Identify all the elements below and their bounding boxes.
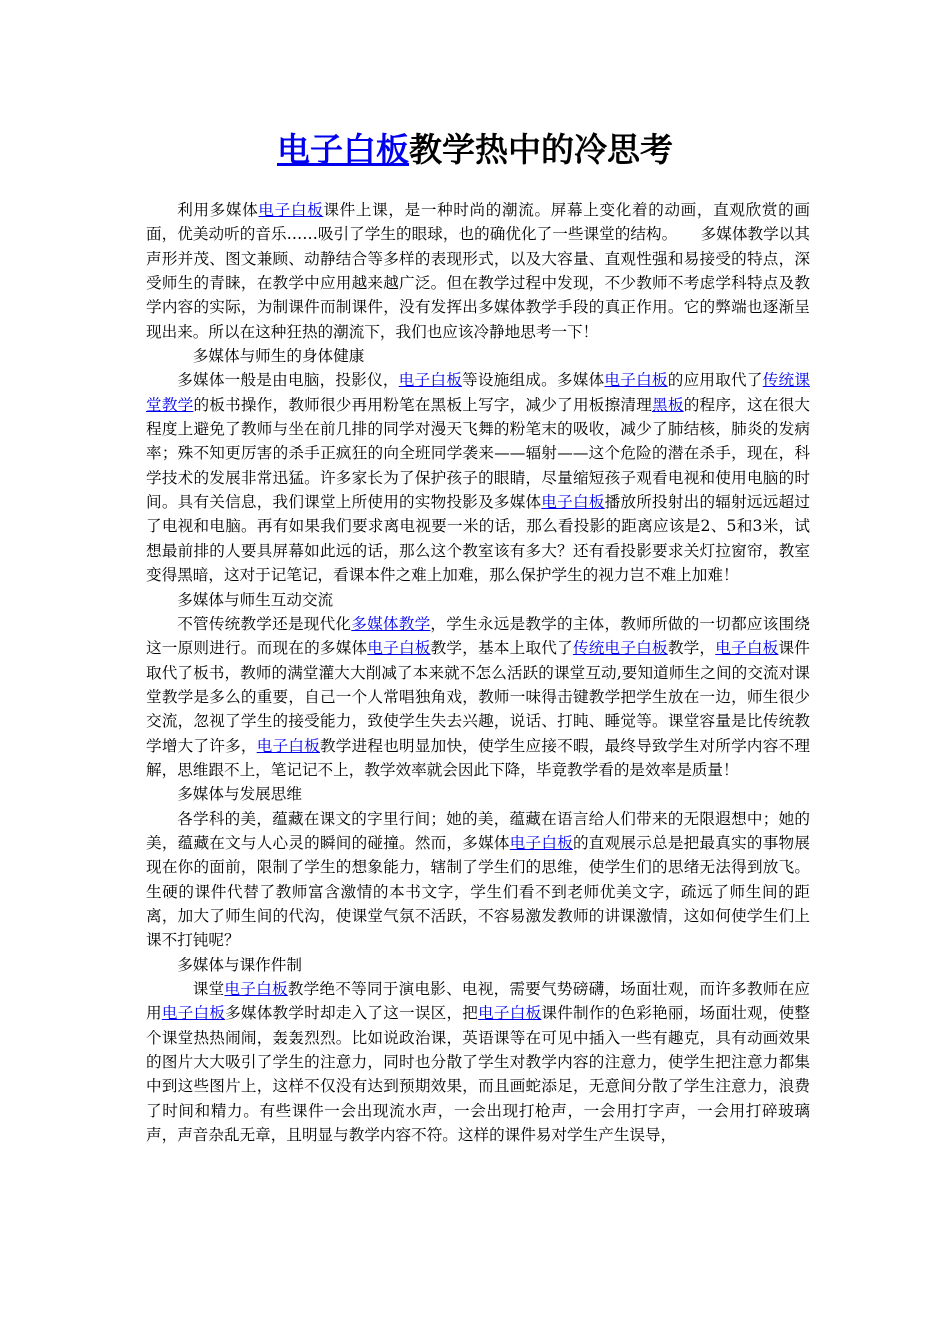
keyword-link[interactable]: 黑板 xyxy=(652,395,684,414)
paragraph-text: 利用多媒体 xyxy=(177,201,259,219)
title-link[interactable]: 电子白板 xyxy=(277,130,409,169)
keyword-link[interactable]: 电子白板 xyxy=(509,833,573,852)
section-heading: 多媒体与课作件制 xyxy=(177,955,302,974)
keyword-link[interactable]: 电子白板 xyxy=(256,736,320,755)
paragraph-text: 播放所投射出的辐射远远超过了电视和电脑。再有如果我们要求离电视要一米的话，那么看投影的距离应该是2、5和3米，试想最前排的人要具屏幕如此远的话，那么这个教室该有多大？还有看投影要求关灯拉窗帘，教室变得黑暗，这对于记笔记，看课本件之难上加难，那么保护学生的视力岂不难上加难！ xyxy=(146,493,810,585)
paragraph xyxy=(146,977,810,1147)
paragraph-text: 的板书操作，教师很少再用粉笔在黑板上写字，减少了用板擦清理 xyxy=(193,395,653,414)
keyword-link[interactable]: 多媒体教学 xyxy=(351,614,431,633)
paragraph-text: 教学， xyxy=(667,639,716,658)
keyword-link[interactable]: 电子白板 xyxy=(258,201,324,219)
section-heading: 多媒体与师生的身体健康 xyxy=(192,347,365,366)
keyword-link[interactable]: 电子白板 xyxy=(224,980,288,998)
paragraph-text: ，学生永远是教学的主体，教师所做的一切都应该围绕这一原则进行。而现在的多媒体 xyxy=(146,614,810,658)
title-text: 教学热中的冷思考 xyxy=(409,130,673,169)
paragraph-text: 课件上课，是一种时尚的潮流。屏幕上变化着的动画，直观欣赏的画面，优美动听的音乐……吸引了学生的眼球，也的确优化了一些课堂的结构。 多媒体教学以其声形并茂、图文兼顾、动静结合等多样的表现形式，以及大容量、直观性强和易接受的特点，深受师生的青睐，在教学中应用越来越广泛。但在教学过程中发现，不少教师不考虑学科特点及教学内容的实际，为制课件而制课件，没有发挥出多媒体教学手段的真正作用。它的弊端也逐渐呈现出来。所以在这种狂热的潮流下，我们也应该冷静地思考一下！ xyxy=(146,201,810,341)
paragraph-text: 教学，基本上取代了 xyxy=(430,639,573,658)
paragraph xyxy=(146,368,810,587)
keyword-link[interactable]: 传统电子白板 xyxy=(572,639,668,658)
paragraph-text: 的程序，这在很大程度上避免了教师与坐在前几排的同学对漫天飞舞的粉笔末的吸收，减少了肺结核，肺炎的发病率；殊不知更厉害的杀手正疯狂的向全班同学袭来——辐射——这个危险的潜在杀手，现在，科学技术的发展非常迅猛。许多家长为了保护孩子的眼睛，尽量缩短孩子观看电视和使用电脑的时间。具有关信息，我们课堂上所使用的实物投影及多媒体 xyxy=(146,395,810,512)
paragraph xyxy=(146,198,810,344)
paragraph-text: 等设施组成。多媒体 xyxy=(462,371,605,390)
keyword-link[interactable]: 电子白板 xyxy=(541,493,605,512)
keyword-link[interactable]: 电子白板 xyxy=(367,639,431,658)
keyword-link[interactable]: 电子白板 xyxy=(478,1004,542,1023)
page-title xyxy=(0,128,950,172)
paragraph-text: 各学科的美，蕴藏在课文的字里行间；她的美，蕴藏在语言给人们带来的无限遐想中；她的美，蕴藏在文与人心灵的瞬间的碰撞。然而，多媒体 xyxy=(146,809,810,852)
keyword-link[interactable]: 电子白板 xyxy=(398,371,463,390)
section-heading: 多媒体与发展思维 xyxy=(177,785,302,804)
paragraph-text: 教学进程也明显加快，使学生应接不暇，最终导致学生对所学内容不理解，思维跟不上，笔记记不上，教学效率就会因此下降，毕竟教学看的是效率是质量！ xyxy=(146,736,810,779)
paragraph-text: 的应用取代了 xyxy=(667,371,763,390)
paragraph-text: 课件取代了板书，教师的满堂灌大大削减了本来就不怎么活跃的课堂互动,要知道师生之间的交流对课堂教学是多么的重要，自己一个人常唱独角戏，教师一味得击键教学把学生放在一边，师生很少交流，忽视了学生的接受能力，致使学生失去兴趣，说话、打盹、睡觉等。课堂容量是比传统教学增大了许多， xyxy=(146,639,810,755)
keyword-link[interactable]: 电子白板 xyxy=(161,1004,226,1023)
paragraph xyxy=(146,807,810,953)
keyword-link[interactable]: 电子白板 xyxy=(604,371,668,390)
paragraph-text: 课堂 xyxy=(192,980,225,998)
paragraph-text: 不管传统教学还是现代化 xyxy=(177,614,352,633)
article-body xyxy=(146,198,810,1147)
keyword-link[interactable]: 传统课堂教学 xyxy=(146,371,810,414)
paragraph-text: 多媒体教学时却走入了这一误区，把 xyxy=(225,1004,479,1023)
paragraph-text: 教学绝不等同于演电影、电视，需要气势磅礴，场面壮观，而许多教师在应用 xyxy=(146,980,810,1023)
section-heading: 多媒体与师生互动交流 xyxy=(177,590,334,609)
paragraph-text: 课件制作的色彩艳丽，场面壮观，使整个课堂热热闹闹，轰轰烈烈。比如说政治课，英语课等在可见中插入一些有趣克，具有动画效果的图片大大吸引了学生的注意力，同时也分散了学生对教学内容的注意力，使学生把注意力都集中到这些图片上，这样不仅没有达到预期效果，而且画蛇添足，无意间分散了学生注意力，浪费了时间和精力。有些课件一会出现流水声，一会出现打枪声，一会用打字声，一会用打碎玻璃声，声音杂乱无章，且明显与教学内容不符。这样的课件易对学生产生误导， xyxy=(146,1004,810,1145)
paragraph xyxy=(146,612,810,782)
keyword-link[interactable]: 电子白板 xyxy=(715,639,779,658)
paragraph-text: 多媒体一般是由电脑，投影仪， xyxy=(177,371,399,390)
paragraph-text: 的直观展示总是把最真实的事物展现在你的面前，限制了学生的想象能力，辖制了学生们的思维，使学生们的思绪无法得到放飞。生硬的课件代替了教师富含激情的本书文字，学生们看不到老师优美文字，疏远了师生间的距离，加大了师生间的代沟，使课堂气氛不活跃，不容易激发教师的讲课激情，这如何使学生们上课不打钝呢？ xyxy=(146,833,810,950)
